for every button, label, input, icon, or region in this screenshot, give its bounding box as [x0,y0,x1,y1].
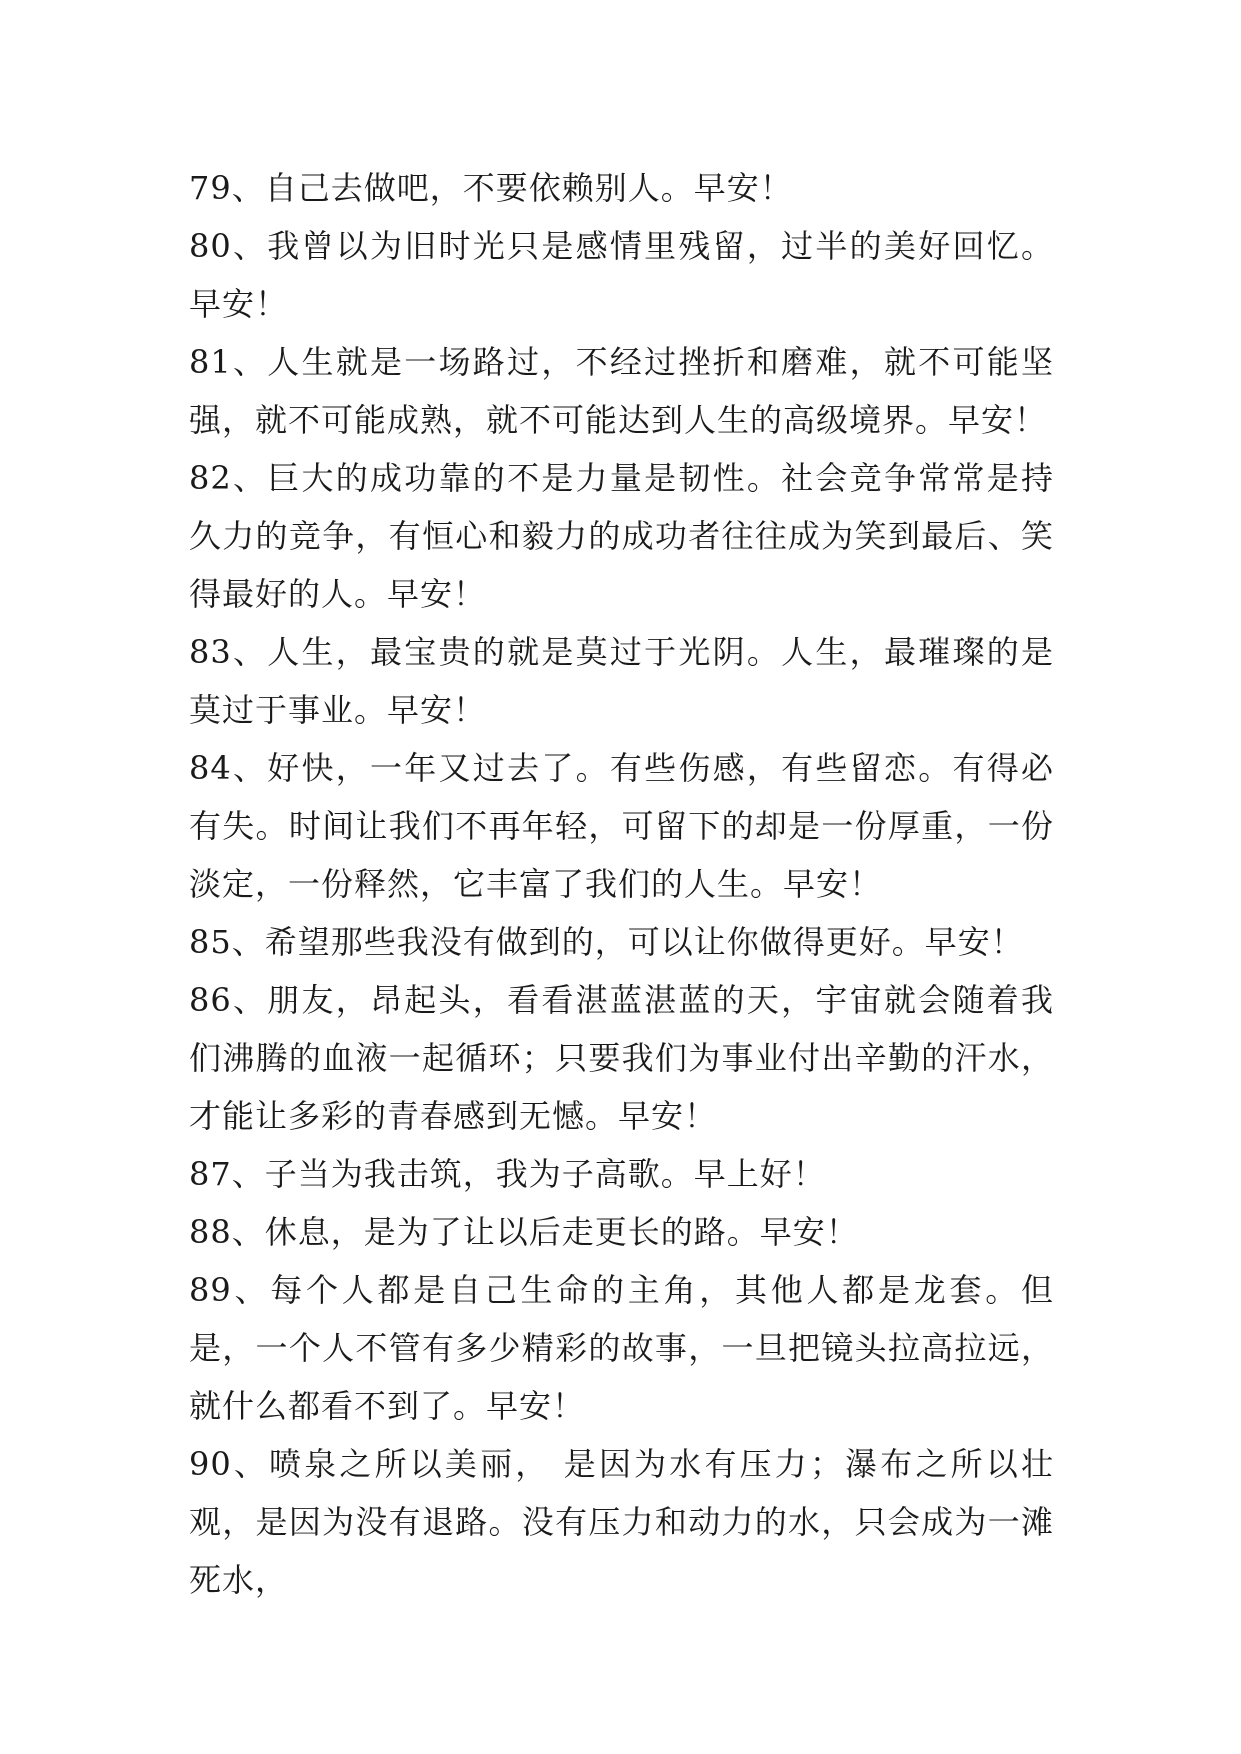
entry-88: 88、休息，是为了让以后走更长的路。早安！ [189,1213,859,1251]
document-body [189,159,1054,1609]
entry-82: 82、巨大的成功靠的不是力量是韧性。社会竞争常常是持久力的竞争，有恒心和毅力的成功者往往成为笑到最后、笑得最好的人。早安！ [189,459,1054,613]
entry-87: 87、子当为我击筑，我为子高歌。早上好！ [189,1155,826,1193]
entry-80: 80、我曾以为旧时光只是感情里残留，过半的美好回忆。早安！ [189,227,1054,323]
entry-89: 89、每个人都是自己生命的主角，其他人都是龙套。但是，一个人不管有多少精彩的故事，一旦把镜头拉高拉远，就什么都看不到了。早安！ [189,1271,1054,1425]
entry-90: 90、喷泉之所以美丽， 是因为水有压力；瀑布之所以壮观，是因为没有退路。没有压力和动力的水，只会成为一滩死水， [189,1445,1054,1599]
entry-79: 79、自己去做吧，不要依赖别人。早安！ [189,169,793,207]
entry-81: 81、人生就是一场路过，不经过挫折和磨难，就不可能坚强，就不可能成熟，就不可能达到人生的高级境界。早安！ [189,343,1054,439]
entry-86: 86、朋友，昂起头，看看湛蓝湛蓝的天，宇宙就会随着我们沸腾的血液一起循环；只要我们为事业付出辛勤的汗水，才能让多彩的青春感到无憾。早安！ [189,981,1054,1135]
entry-83: 83、人生，最宝贵的就是莫过于光阴。人生，最璀璨的是莫过于事业。早安！ [189,633,1054,729]
entry-84: 84、好快，一年又过去了。有些伤感，有些留恋。有得必有失。时间让我们不再年轻，可留下的却是一份厚重，一份淡定，一份释然，它丰富了我们的人生。早安！ [189,749,1054,903]
entry-85: 85、希望那些我没有做到的，可以让你做得更好。早安！ [189,923,1024,961]
